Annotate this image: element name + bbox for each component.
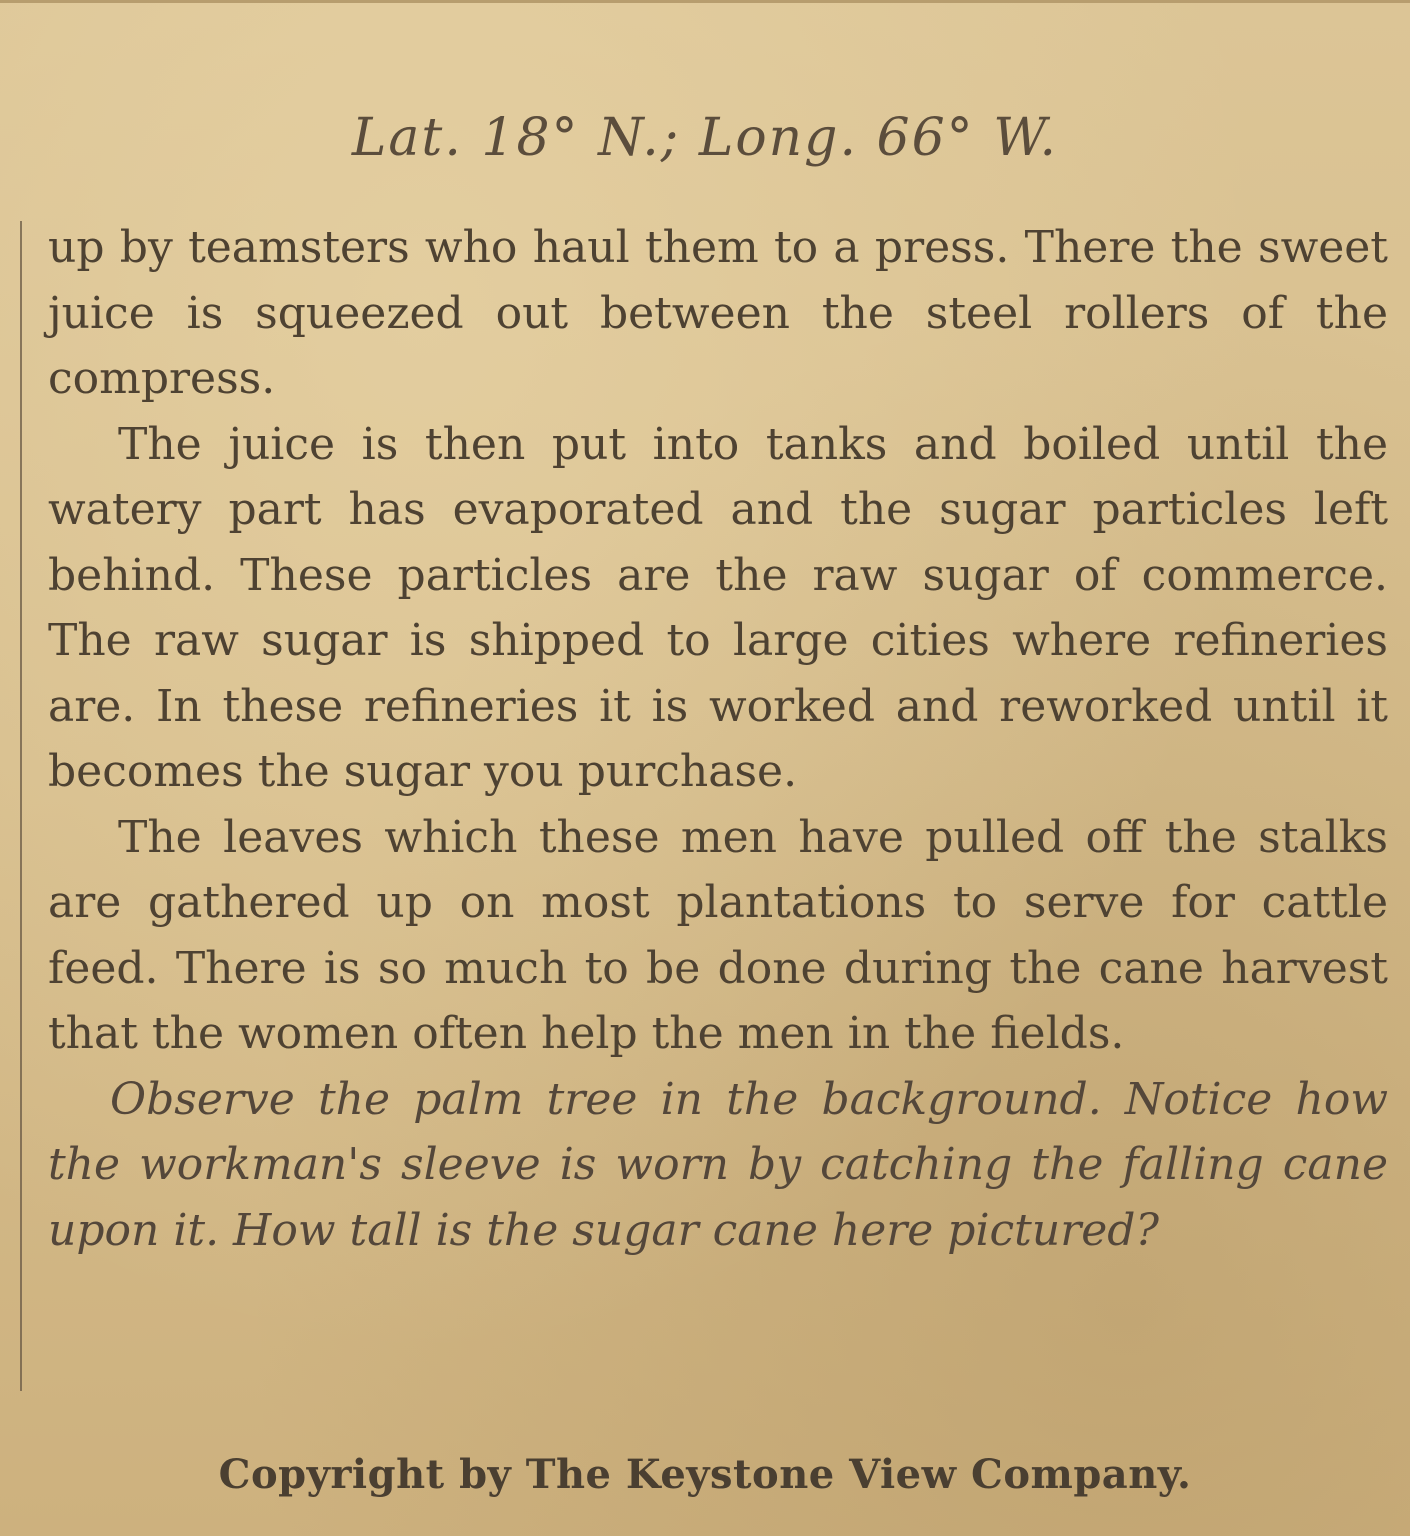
coordinates-heading: Lat. 18° N.; Long. 66° W. bbox=[351, 108, 1059, 168]
paragraph-juice: The juice is then put into tanks and boiled until the watery part has evaporated and the sugar particles left behind. These particles are the raw sugar of commerce. The raw sugar is shipped to large cities where refineries are. In these refineries it is worked and reworked until it becomes the sugar you purchase. bbox=[48, 418, 1388, 797]
copyright-line: Copyright by The Keystone View Company. bbox=[218, 1451, 1192, 1498]
paragraph-leaves: The leaves which these men have pulled off the stalks are gathered up on most plantations to serve for cattle feed. There is so much to be done during the cane harvest that the women often help the men in the fields. bbox=[48, 811, 1388, 1059]
paragraph-continuation: up by teamsters who haul them to a press. There the sweet juice is squeezed out between the steel rollers of the compress. bbox=[48, 222, 1388, 404]
margin-rule bbox=[20, 221, 22, 1391]
observation-note: Observe the palm tree in the background. Notice how the workman's sleeve is worn by catching the falling cane upon it. How tall is the sugar cane here pictured? bbox=[48, 1073, 1388, 1256]
card-text-body bbox=[48, 215, 1388, 1263]
